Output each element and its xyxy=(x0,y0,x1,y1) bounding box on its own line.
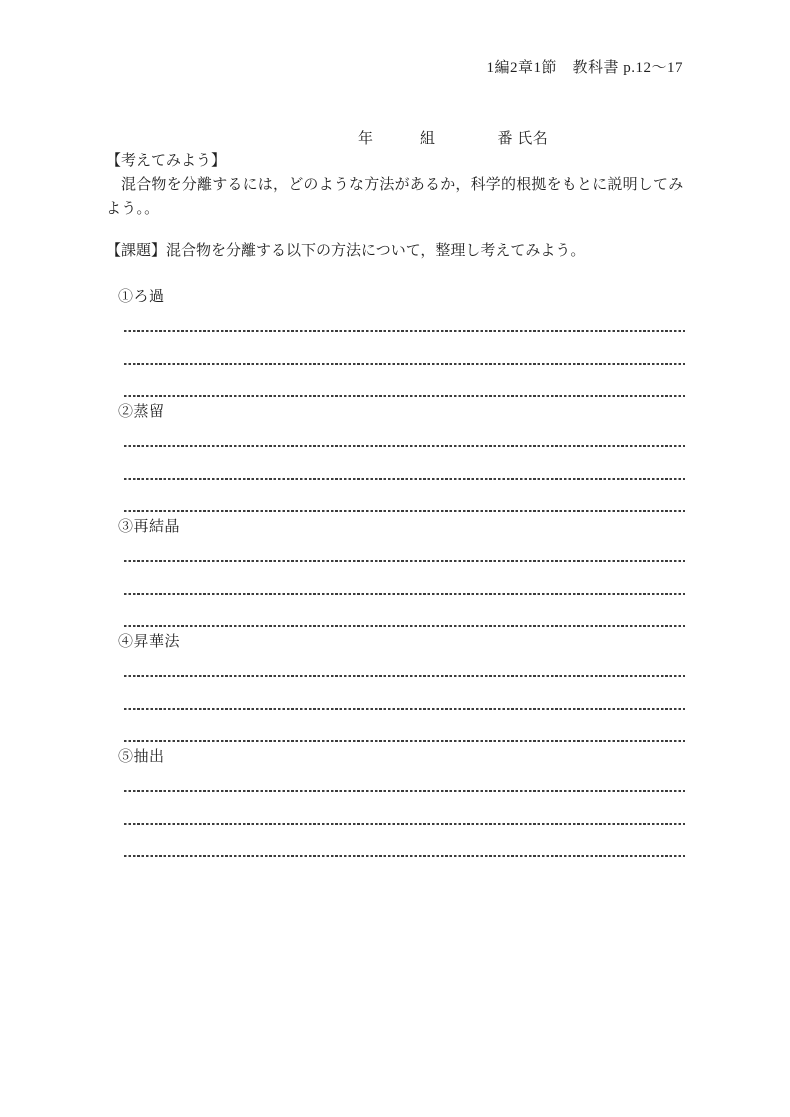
answer-rule xyxy=(124,825,685,857)
answer-rule xyxy=(124,480,685,512)
think-section-body: 混合物を分離するには，どのような方法があるか，科学的根拠をもとに説明してみよう。。 xyxy=(106,177,684,217)
method-section-distillation xyxy=(106,403,685,512)
method-section-extraction xyxy=(106,748,685,857)
method-label: ②蒸留 xyxy=(118,404,165,420)
method-sections xyxy=(106,288,685,857)
answer-rule xyxy=(124,595,685,627)
answer-rule xyxy=(124,306,685,332)
method-section-sublimation xyxy=(106,633,685,742)
answer-rule xyxy=(124,332,685,365)
answer-rule xyxy=(124,421,685,447)
student-name-line: 年 組 番 氏名 xyxy=(358,131,549,147)
textbook-reference: 1編2章1節 教科書 p.12～17 xyxy=(486,60,683,76)
think-section-heading: 【考えてみよう】 xyxy=(106,153,227,169)
answer-rule xyxy=(124,365,685,397)
method-section-recrystallization xyxy=(106,518,685,627)
answer-rule xyxy=(124,536,685,562)
answer-rule xyxy=(124,710,685,742)
answer-rule xyxy=(124,766,685,792)
method-label: ⑤抽出 xyxy=(118,749,165,765)
method-label: ③再結晶 xyxy=(118,519,181,535)
method-label: ①ろ過 xyxy=(118,289,165,305)
method-section-filtration xyxy=(106,288,685,397)
task-section-heading: 【課題】混合物を分離する以下の方法について，整理し考えてみよう。 xyxy=(106,243,586,259)
answer-rule xyxy=(124,651,685,677)
method-label: ④昇華法 xyxy=(118,634,181,650)
answer-rule xyxy=(124,792,685,825)
answer-rule xyxy=(124,677,685,710)
answer-rule xyxy=(124,447,685,480)
answer-rule xyxy=(124,562,685,595)
